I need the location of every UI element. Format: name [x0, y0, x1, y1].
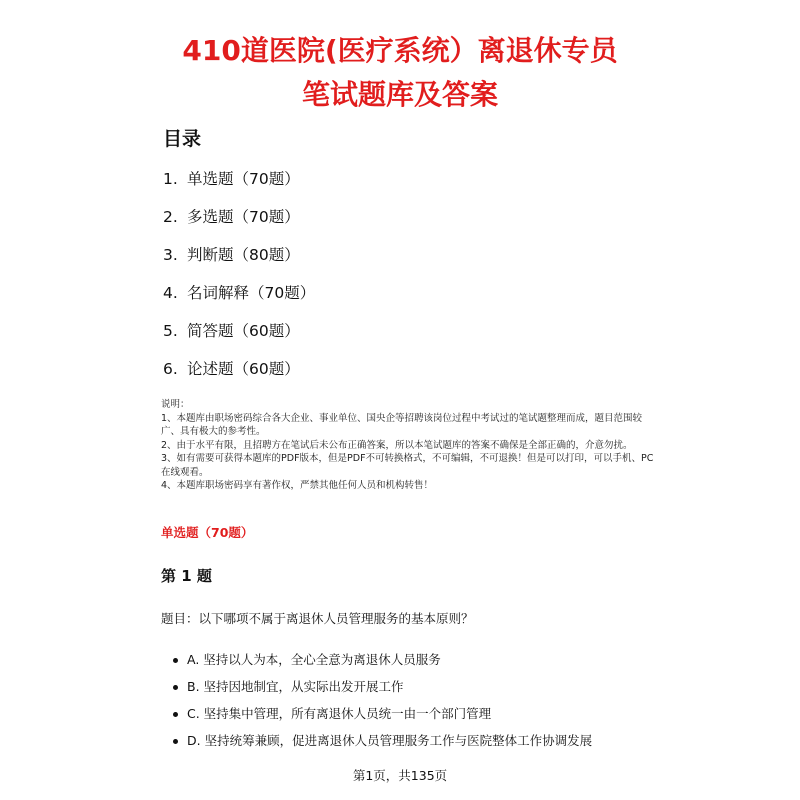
toc-item-label: 论述题（60题）	[187, 360, 300, 378]
toc-item-true-false[interactable]	[163, 242, 315, 280]
question-stem: 题目：以下哪项不属于离退休人员管理服务的基本原则？	[161, 611, 474, 626]
toc-item-single-choice[interactable]	[163, 166, 315, 204]
page-footer: 第1页，共135页	[352, 768, 448, 783]
option-text: B. 坚持因地制宜，从实际出发开展工作	[187, 679, 404, 694]
bullet-icon	[173, 739, 178, 744]
bullet-icon	[173, 712, 178, 717]
notes-line-2: 2、由于水平有限，且招聘方在笔试后未公布正确答案，所以本笔试题库的答案不确保是全部正确的，介意勿扰。	[161, 439, 633, 451]
option-b	[161, 678, 592, 705]
table-of-contents	[163, 166, 315, 394]
option-c	[161, 705, 592, 732]
toc-item-label: 名词解释（70题）	[187, 284, 316, 302]
toc-item-multiple-choice[interactable]	[163, 204, 315, 242]
bullet-icon	[173, 685, 178, 690]
option-a	[161, 651, 592, 678]
option-text: C. 坚持集中管理，所有离退休人员统一由一个部门管理	[187, 706, 492, 721]
option-text: D. 坚持统筹兼顾，促进离退休人员管理服务工作与医院整体工作协调发展	[187, 733, 593, 748]
toc-item-number: 3.	[163, 246, 178, 264]
toc-item-label: 简答题（60题）	[187, 322, 300, 340]
notes-block	[161, 398, 661, 493]
notes-line-4: 4、本题库职场密码享有著作权，严禁其他任何人员和机构转售！	[161, 480, 434, 491]
option-d	[161, 732, 592, 759]
toc-item-number: 1.	[163, 170, 178, 188]
toc-item-label: 判断题（80题）	[187, 246, 300, 264]
toc-item-term-definition[interactable]	[163, 280, 315, 318]
question-heading: 第 1 题	[161, 567, 212, 585]
section-heading: 单选题（70题）	[161, 525, 254, 540]
document-title-line-2: 笔试题库及答案	[301, 78, 498, 111]
answer-options	[161, 651, 592, 759]
toc-item-short-answer[interactable]	[163, 318, 315, 356]
toc-heading: 目录	[163, 128, 202, 150]
toc-item-essay[interactable]	[163, 356, 315, 394]
toc-item-number: 6.	[163, 360, 178, 378]
document-title-line-1: 410道医院(医疗系统）离退休专员	[182, 34, 618, 67]
toc-item-number: 4.	[163, 284, 178, 302]
toc-item-number: 5.	[163, 322, 178, 340]
notes-line-3: 3、如有需要可获得本题库的PDF版本，但是PDF不可转换格式，不可编辑，不可退换！但是可以打印，可以手机、PC在线观看。	[161, 453, 654, 478]
toc-item-number: 2.	[163, 208, 178, 226]
option-text: A. 坚持以人为本，全心全意为离退休人员服务	[187, 652, 441, 667]
toc-item-label: 单选题（70题）	[187, 170, 300, 188]
bullet-icon	[173, 658, 178, 663]
notes-heading: 说明：	[161, 399, 190, 410]
toc-item-label: 多选题（70题）	[187, 208, 300, 226]
notes-line-1: 1、本题库由职场密码综合各大企业、事业单位、国央企等招聘该岗位过程中考试过的笔试题整理而成，题目范围较广、具有极大的参考性。	[161, 412, 643, 437]
